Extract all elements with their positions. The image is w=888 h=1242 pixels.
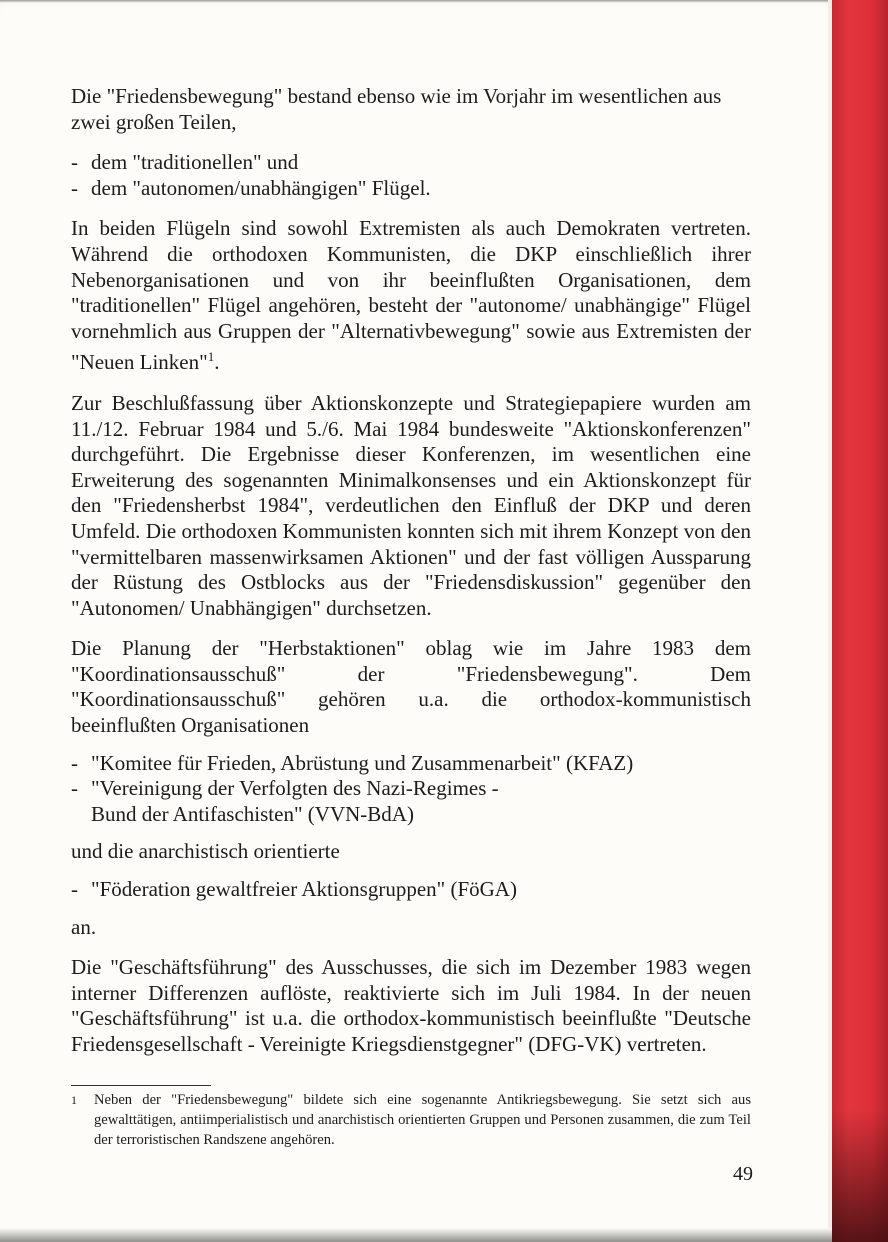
list-dash: -	[71, 150, 78, 175]
list-item-text-continued: Bund der Antifaschisten" (VVN-BdA)	[91, 801, 414, 826]
list-item-text: dem "autonomen/unabhängigen" Flügel.	[91, 175, 431, 200]
list-item	[71, 150, 751, 176]
list-item-text: "Föderation gewaltfreier Aktionsgruppen" (FöGA)	[91, 877, 517, 902]
paragraph-wings	[71, 216, 751, 376]
footnote-number: 1	[71, 1093, 77, 1107]
wing-list	[71, 150, 751, 201]
organisation-list	[71, 751, 751, 828]
paragraph-wings-text: In beiden Flügeln sind sowohl Extremisten als auch Demokraten vertreten. Während die orthodoxen Kommunisten, die DKP einschließlich ihrer Nebenorganisationen und von ihr beeinflußten Organisationen, dem "traditionellen" Flügel angehören, besteht der "autonome/ unabhängige" Flügel vornehmlich aus Gruppen der "Alternativbewegung" sowie aus Extremisten der "Neuen Linken"	[71, 216, 751, 375]
paragraph-management: Die "Geschäftsführung" des Ausschusses, die sich im Dezember 1983 wegen interner Differenzen auflöste, reaktivierte sich im Juli 1984. In der neuen "Geschäftsführung" ist u.a. die orthodox-kommunistisch beeinflußte "Deutsche Friedensgesellschaft - Vereinigte Kriegsdienstgegner" (DFG-VK) vertreten.	[71, 955, 751, 1056]
red-band-shadow	[832, 1110, 888, 1242]
footnote-reference: 1	[207, 349, 215, 365]
page-top-edge	[0, 0, 868, 3]
list-item	[71, 776, 751, 827]
list-item	[71, 751, 751, 777]
paragraph-an: an.	[71, 914, 97, 939]
list-item-text: "Komitee für Frieden, Abrüstung und Zusammenarbeit" (KFAZ)	[91, 750, 634, 775]
page-bottom-edge	[0, 1228, 868, 1242]
page-number: 49	[733, 1163, 753, 1185]
anarchist-list	[71, 877, 751, 903]
footnote	[71, 1090, 751, 1150]
list-item-text: dem "traditionellen" und	[91, 150, 299, 175]
list-dash: -	[71, 776, 78, 801]
paragraph-wings-end: .	[214, 350, 220, 375]
paragraph-intro: Die "Friedensbewegung" bestand ebenso wie im Vorjahr im wesentlichen aus zwei großen Teilen,	[71, 84, 722, 134]
list-dash: -	[71, 750, 78, 775]
paragraph-conferences: Zur Beschlußfassung über Aktionskonzepte und Strategiepapiere wurden am 11./12. Februar 1984 und 5./6. Mai 1984 bundesweite "Aktionskonferenzen" durchgeführt. Die Ergebnisse dieser Konferenzen, im wesentlichen eine Erweiterung des sogenannten Minimalkonsenses und ein Aktionskonzept für den "Friedensherbst 1984", verdeutlichen den Einfluß der DKP und deren Umfeld. Die orthodoxen Kommunisten konnten sich mit ihrem Konzept von den "vermittelbaren massenwirksamen Aktionen" und der fast völligen Aussparung der Rüstung des Ostblocks aus der "Friedensdiskussion" gegenüber den "Autonomen/ Unabhängigen" durchsetzen.	[71, 390, 751, 620]
paragraph-planning: Die Planung der "Herbstaktionen" oblag wie im Jahre 1983 dem "Koordinationsausschuß" der "Friedensbewegung". Dem "Koordinationsausschuß" gehören u.a. die orthodox-kommunistisch beeinflußten Organisationen	[71, 636, 751, 738]
list-item-text: "Vereinigung der Verfolgten des Nazi-Regimes -	[91, 776, 499, 801]
body-text	[71, 84, 751, 1073]
list-dash: -	[71, 877, 78, 902]
footnote-divider	[71, 1085, 211, 1086]
list-item	[71, 877, 751, 903]
red-edge-band	[832, 0, 888, 1242]
list-item	[71, 176, 751, 202]
list-dash: -	[71, 175, 78, 200]
footnote-text: Neben der "Friedensbewegung" bildete sich eine sogenannte Antikriegsbewegung. Sie setzt sich aus gewalttätigen, antiimperialistisch und anarchistisch orientierten Gruppen und Personen zusammen, die zum Teil der terroristischen Randszene angehören.	[94, 1092, 751, 1148]
paragraph-anarchist: und die anarchistisch orientierte	[71, 839, 340, 864]
